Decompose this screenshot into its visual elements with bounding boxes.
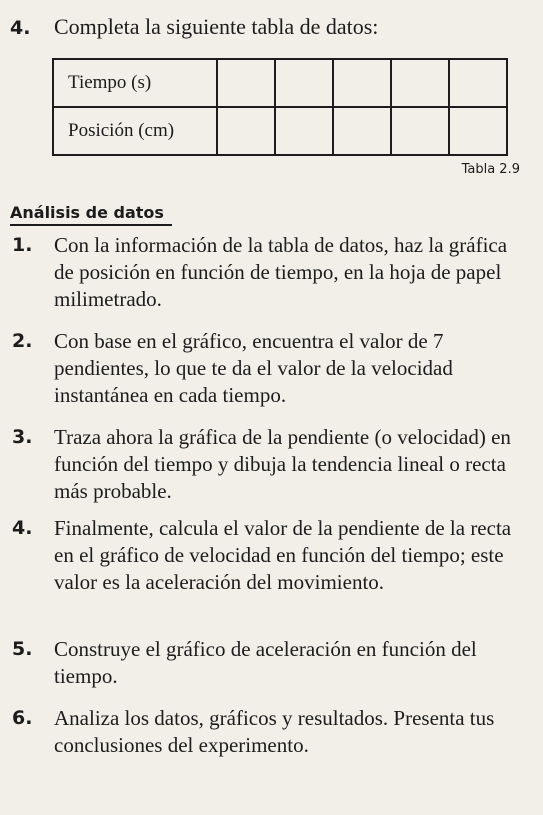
list-item-number: 4. [12,517,33,539]
table-cell [275,59,333,107]
data-table [52,58,508,156]
section-title-underline [10,224,172,226]
section-title: Análisis de datos [10,203,164,222]
table-cell [217,59,275,107]
list-item-number: 2. [12,330,33,352]
list-item-text: Con la información de la tabla de datos, haz la gráfica de posición en función de tiempo, en la hoja de papel milimetrado. [54,233,508,311]
list-item-text: Finalmente, calcula el valor de la pendiente de la recta en el gráfico de velocidad en función del tiempo; este valor es la aceleración del movimiento. [54,516,512,594]
list-item-text: Analiza los datos, gráficos y resultados. Presenta tus conclusiones del experimento. [54,706,495,757]
intro-text: Completa la siguiente tabla de datos: [54,14,379,39]
table-row-position [53,107,507,155]
list-item-text: Construye el gráfico de aceleración en función del tiempo. [54,637,477,688]
table-caption: Tabla 2.9 [461,162,520,177]
table-row-time [53,59,507,107]
table-cell [275,107,333,155]
table-cell [333,107,391,155]
list-item-number: 3. [12,426,33,448]
list-item-text: Con base en el gráfico, encuentra el valor de 7 pendientes, lo que te da el valor de la velocidad instantánea en cada tiempo. [54,329,453,407]
row-label-time: Tiempo (s) [53,59,217,107]
row-label-position: Posición (cm) [53,107,217,155]
table-cell [449,59,507,107]
list-item-number: 6. [12,707,33,729]
intro-number: 4. [10,17,31,39]
table-cell [449,107,507,155]
list-item-number: 5. [12,638,33,660]
intro-instruction [10,14,530,41]
list-item-number: 1. [12,234,33,256]
table-cell [391,59,449,107]
table-cell [333,59,391,107]
table-cell [391,107,449,155]
table-cell [217,107,275,155]
list-item-text: Traza ahora la gráfica de la pendiente (o velocidad) en función del tiempo y dibuja la tendencia lineal o recta más probable. [54,425,511,503]
